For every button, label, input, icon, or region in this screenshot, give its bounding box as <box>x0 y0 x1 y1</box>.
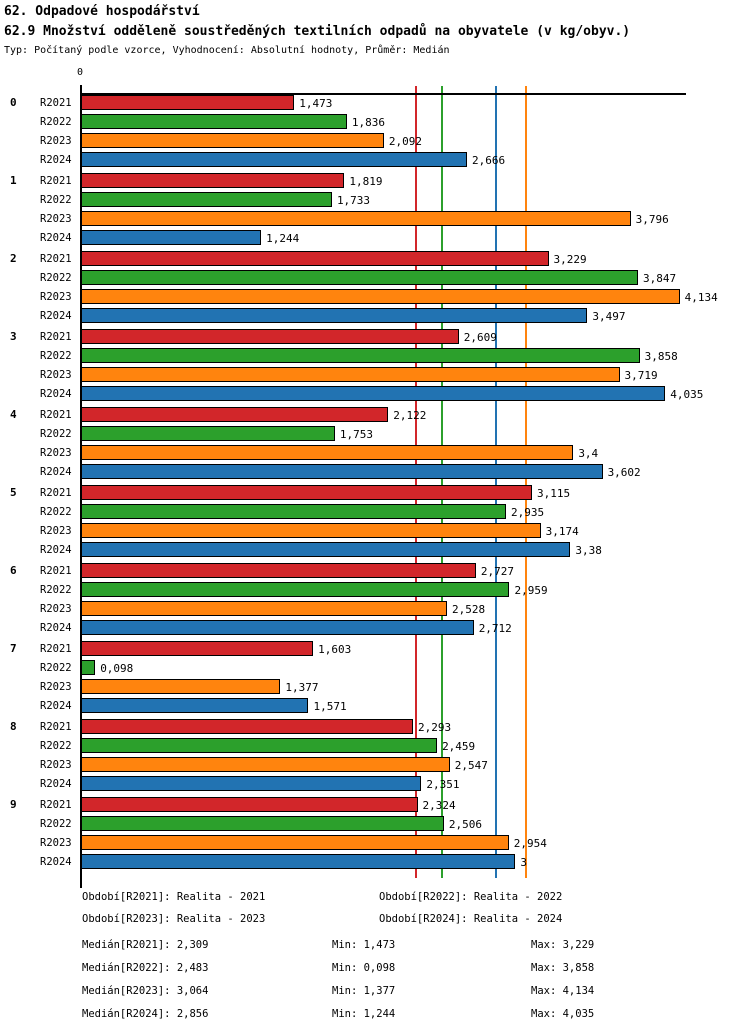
value-label-1-r2021: 1,819 <box>349 175 383 188</box>
median-r2023: Medián[R2023]: 3,064 <box>82 985 209 997</box>
group-label-3: 3 <box>10 330 17 343</box>
row-label-r2021: R2021 <box>40 409 72 421</box>
value-label-9-r2021: 2,324 <box>422 799 456 812</box>
value-label-5-r2023: 3,174 <box>545 525 579 538</box>
group-label-7: 7 <box>10 642 17 655</box>
value-label-9-r2024: 3 <box>520 856 528 869</box>
max-r2021: Max: 3,229 <box>531 939 595 951</box>
bar-1-r2022 <box>81 192 332 207</box>
axis-zero-label: 0 <box>77 67 84 78</box>
value-label-5-r2021: 3,115 <box>537 487 571 500</box>
value-label-6-r2024: 2,712 <box>478 622 512 635</box>
value-label-4-r2024: 3,602 <box>607 466 641 479</box>
bar-5-r2024 <box>81 542 570 557</box>
bar-9-r2024 <box>81 854 515 869</box>
group-label-5: 5 <box>10 486 17 499</box>
group-label-8: 8 <box>10 720 17 733</box>
x-axis-line <box>80 93 686 95</box>
row-label-r2023: R2023 <box>40 447 72 459</box>
bar-1-r2023 <box>81 211 631 226</box>
bar-8-r2022 <box>81 738 437 753</box>
value-label-2-r2024: 3,497 <box>592 310 626 323</box>
group-label-1: 1 <box>10 174 17 187</box>
value-label-4-r2021: 2,122 <box>393 409 427 422</box>
row-label-r2021: R2021 <box>40 175 72 187</box>
row-label-r2024: R2024 <box>40 700 72 712</box>
bar-5-r2023 <box>81 523 541 538</box>
row-label-r2023: R2023 <box>40 369 72 381</box>
bar-8-r2023 <box>81 757 450 772</box>
bar-7-r2024 <box>81 698 308 713</box>
bar-3-r2021 <box>81 329 459 344</box>
max-r2023: Max: 4,134 <box>531 985 595 997</box>
bar-1-r2024 <box>81 230 261 245</box>
bar-2-r2021 <box>81 251 549 266</box>
value-label-1-r2022: 1,733 <box>336 194 371 207</box>
value-label-8-r2021: 2,293 <box>418 721 452 734</box>
row-label-r2021: R2021 <box>40 721 72 733</box>
row-label-r2024: R2024 <box>40 310 72 322</box>
bar-8-r2021 <box>81 719 413 734</box>
value-label-6-r2022: 2,959 <box>514 584 548 597</box>
row-label-r2022: R2022 <box>40 662 72 674</box>
value-label-3-r2023: 3,719 <box>624 369 658 382</box>
report-title: 62. Odpadové hospodářství <box>4 4 200 19</box>
value-label-2-r2023: 4,134 <box>684 291 718 304</box>
row-label-r2022: R2022 <box>40 428 72 440</box>
value-label-0-r2024: 2,666 <box>472 154 506 167</box>
row-label-r2024: R2024 <box>40 388 72 400</box>
bar-3-r2024 <box>81 386 665 401</box>
value-label-9-r2023: 2,954 <box>513 837 547 850</box>
row-label-r2023: R2023 <box>40 603 72 615</box>
value-label-0-r2021: 1,473 <box>299 97 333 110</box>
value-label-6-r2021: 2,727 <box>480 565 514 578</box>
row-label-r2022: R2022 <box>40 740 72 752</box>
bar-2-r2022 <box>81 270 638 285</box>
median-r2024: Medián[R2024]: 2,856 <box>82 1008 209 1020</box>
bar-3-r2022 <box>81 348 640 363</box>
row-label-r2024: R2024 <box>40 466 72 478</box>
group-label-4: 4 <box>10 408 17 421</box>
bar-4-r2021 <box>81 407 388 422</box>
bar-7-r2022 <box>81 660 95 675</box>
row-label-r2023: R2023 <box>40 213 72 225</box>
median-line-r2023 <box>525 86 527 878</box>
row-label-r2024: R2024 <box>40 856 72 868</box>
bar-7-r2021 <box>81 641 313 656</box>
row-label-r2023: R2023 <box>40 681 72 693</box>
row-label-r2024: R2024 <box>40 154 72 166</box>
min-r2023: Min: 1,377 <box>332 985 396 997</box>
min-r2021: Min: 1,473 <box>332 939 396 951</box>
row-label-r2021: R2021 <box>40 331 72 343</box>
value-label-8-r2024: 2,351 <box>426 778 460 791</box>
bar-0-r2024 <box>81 152 467 167</box>
row-label-r2022: R2022 <box>40 350 72 362</box>
bar-8-r2024 <box>81 776 421 791</box>
bar-6-r2021 <box>81 563 476 578</box>
bar-0-r2021 <box>81 95 294 110</box>
bar-2-r2024 <box>81 308 587 323</box>
bar-0-r2022 <box>81 114 347 129</box>
value-label-7-r2023: 1,377 <box>285 681 319 694</box>
row-label-r2023: R2023 <box>40 837 72 849</box>
value-label-0-r2022: 1,836 <box>351 116 385 129</box>
median-r2021: Medián[R2021]: 2,309 <box>82 939 209 951</box>
group-label-9: 9 <box>10 798 17 811</box>
row-label-r2024: R2024 <box>40 622 72 634</box>
bar-4-r2024 <box>81 464 603 479</box>
y-axis-line <box>80 85 82 888</box>
value-label-8-r2022: 2,459 <box>442 740 476 753</box>
row-label-r2022: R2022 <box>40 584 72 596</box>
row-label-r2022: R2022 <box>40 194 72 206</box>
value-label-4-r2022: 1,753 <box>339 428 373 441</box>
bar-6-r2022 <box>81 582 509 597</box>
bar-6-r2023 <box>81 601 447 616</box>
row-label-r2022: R2022 <box>40 116 72 128</box>
row-label-r2024: R2024 <box>40 232 72 244</box>
bar-0-r2023 <box>81 133 384 148</box>
value-label-1-r2024: 1,244 <box>266 232 300 245</box>
median-r2022: Medián[R2022]: 2,483 <box>82 962 209 974</box>
min-r2024: Min: 1,244 <box>332 1008 396 1020</box>
value-label-9-r2022: 2,506 <box>448 818 482 831</box>
value-label-5-r2024: 3,38 <box>575 544 602 557</box>
value-label-7-r2024: 1,571 <box>313 700 347 713</box>
legend-item-r2023: Období[R2023]: Realita - 2023 <box>82 913 266 925</box>
bar-4-r2022 <box>81 426 335 441</box>
value-label-8-r2023: 2,547 <box>454 759 488 772</box>
row-label-r2024: R2024 <box>40 778 72 790</box>
row-label-r2023: R2023 <box>40 525 72 537</box>
value-label-7-r2022: 0,098 <box>100 662 134 675</box>
row-label-r2021: R2021 <box>40 799 72 811</box>
value-label-4-r2023: 3,4 <box>578 447 599 460</box>
value-label-2-r2021: 3,229 <box>553 253 587 266</box>
report-subtitle: 62.9 Množství odděleně soustředěných textilních odpadů na obyvatele (v kg/obyv.) <box>4 24 631 39</box>
median-line-r2024 <box>495 86 497 878</box>
bar-7-r2023 <box>81 679 280 694</box>
bar-9-r2021 <box>81 797 418 812</box>
group-label-0: 0 <box>10 96 17 109</box>
row-label-r2022: R2022 <box>40 818 72 830</box>
row-label-r2021: R2021 <box>40 643 72 655</box>
value-label-3-r2024: 4,035 <box>670 388 704 401</box>
group-label-6: 6 <box>10 564 17 577</box>
row-label-r2024: R2024 <box>40 544 72 556</box>
value-label-3-r2022: 3,858 <box>644 350 678 363</box>
group-label-2: 2 <box>10 252 17 265</box>
value-label-0-r2023: 2,092 <box>388 135 423 148</box>
row-label-r2021: R2021 <box>40 253 72 265</box>
row-label-r2023: R2023 <box>40 135 72 147</box>
bar-4-r2023 <box>81 445 573 460</box>
max-r2024: Max: 4,035 <box>531 1008 595 1020</box>
legend-item-r2021: Období[R2021]: Realita - 2021 <box>82 891 266 903</box>
row-label-r2022: R2022 <box>40 272 72 284</box>
max-r2022: Max: 3,858 <box>531 962 595 974</box>
bar-9-r2022 <box>81 816 444 831</box>
row-label-r2021: R2021 <box>40 565 72 577</box>
min-r2022: Min: 0,098 <box>332 962 396 974</box>
row-label-r2022: R2022 <box>40 506 72 518</box>
row-label-r2021: R2021 <box>40 487 72 499</box>
bar-1-r2021 <box>81 173 344 188</box>
bar-2-r2023 <box>81 289 680 304</box>
bar-5-r2021 <box>81 485 532 500</box>
row-label-r2023: R2023 <box>40 759 72 771</box>
legend-item-r2022: Období[R2022]: Realita - 2022 <box>379 891 563 903</box>
value-label-2-r2022: 3,847 <box>643 272 677 285</box>
bar-3-r2023 <box>81 367 620 382</box>
report-meta-line: Typ: Počítaný podle vzorce, Vyhodnocení: Absolutní hodnoty, Průměr: Medián <box>4 45 450 56</box>
value-label-6-r2023: 2,528 <box>452 603 486 616</box>
value-label-5-r2022: 2,935 <box>510 506 545 519</box>
value-label-3-r2021: 2,609 <box>463 331 497 344</box>
row-label-r2021: R2021 <box>40 97 72 109</box>
value-label-7-r2021: 1,603 <box>318 643 352 656</box>
value-label-1-r2023: 3,796 <box>635 213 669 226</box>
bar-5-r2022 <box>81 504 506 519</box>
legend-item-r2024: Období[R2024]: Realita - 2024 <box>379 913 563 925</box>
bar-9-r2023 <box>81 835 509 850</box>
row-label-r2023: R2023 <box>40 291 72 303</box>
bar-6-r2024 <box>81 620 474 635</box>
